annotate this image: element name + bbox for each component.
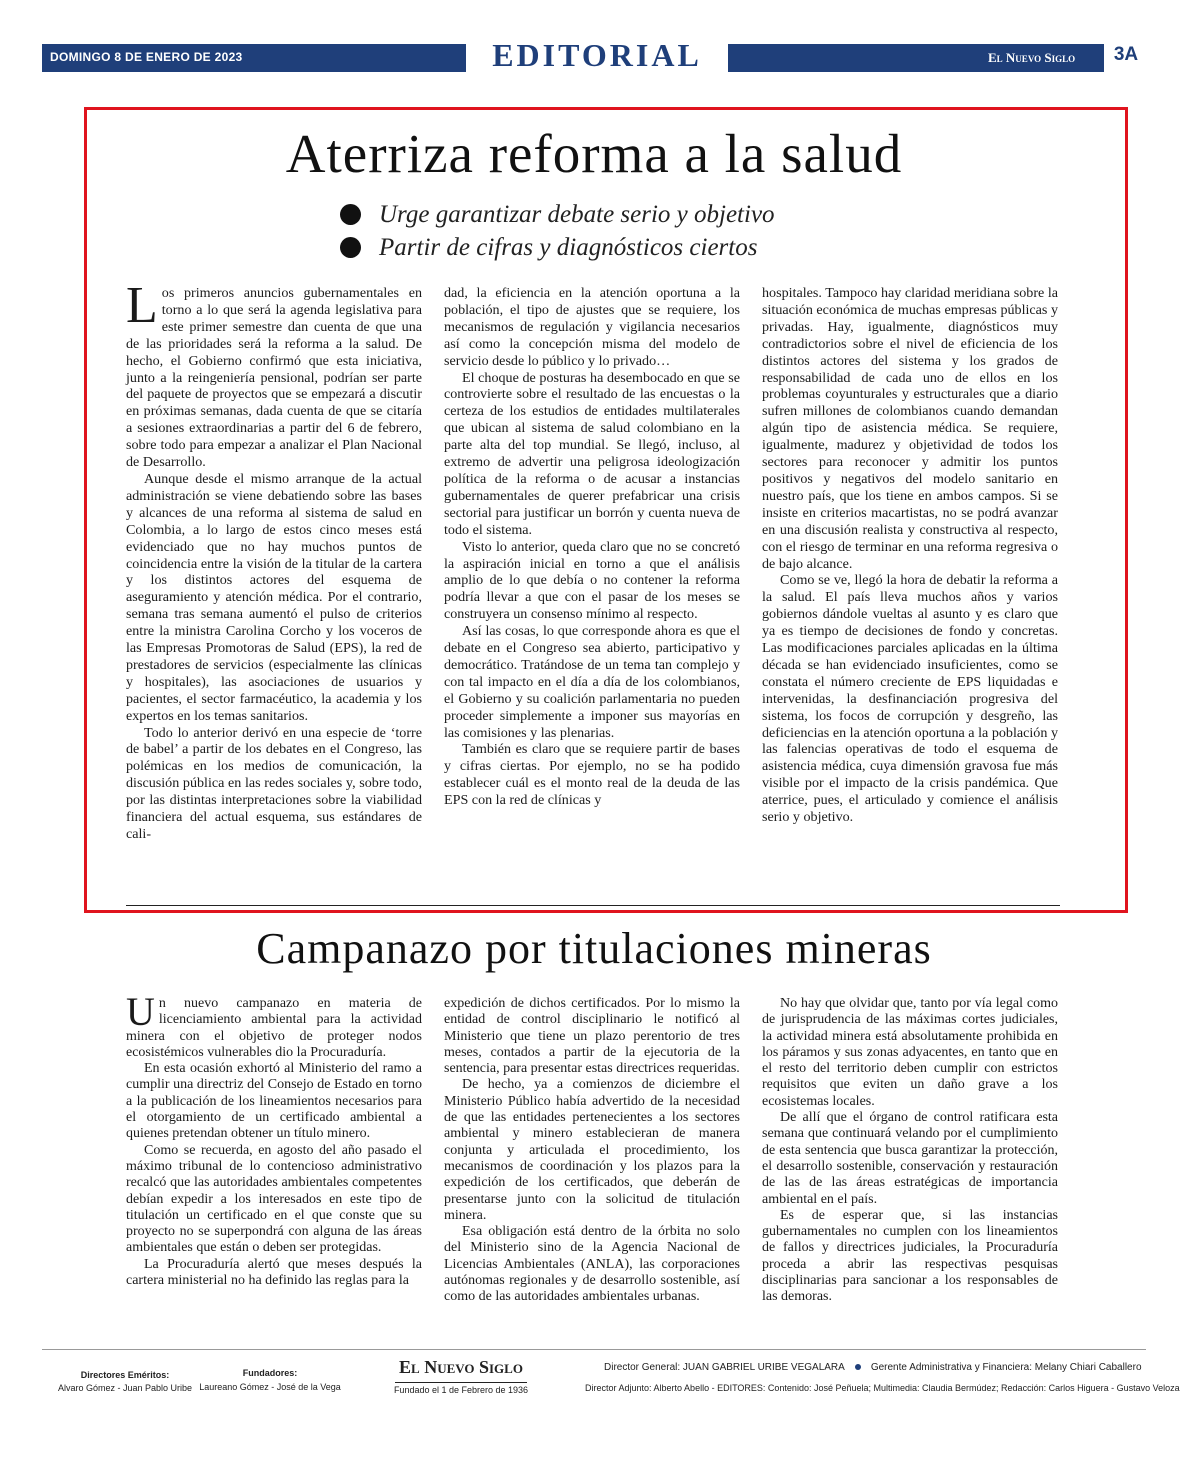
paragraph: No hay que olvidar que, tanto por vía legal como de jurisprudencia de las máximas cortes judiciales, la actividad minera está absolutamente prohibida en los páramos y sus zonas adyacentes, en tanto que en el resto del territorio deben cumplir con estrictos requisitos que eviten un daño grave a los ecosistemas locales.	[762, 996, 1058, 1109]
paragraph: Todo lo anterior derivó en una especie de ‘torre de babel’ a partir de los debates en el Congreso, las polémicas en los medios de comunicación, la discusión pública en las redes sociales y, sobre todo, por las distintas interpretaciones sobre la viabilidad financiera del actual esquema, sus estándares de cali-	[126, 724, 422, 842]
paragraph: Esa obligación está dentro de la órbita no solo del Ministerio sino de la Agencia Nacional de Licencias Ambientales (ANLA), las corporaciones autónomas regionales y de desarrollo sostenible, así como de las autoridades ambientales urbanas.	[444, 1224, 740, 1305]
editorial-1-body	[126, 277, 1058, 843]
founders-label: Fundadores:	[242, 1368, 298, 1378]
text-column	[126, 989, 422, 1306]
kicker: Urge garantizar debate serio y objetivo	[340, 198, 940, 231]
drop-cap: L	[126, 277, 158, 334]
paragraph: Visto lo anterior, queda claro que no se concretó la aspiración inicial en torno a que el análisis amplio de lo que debía o no contener la reforma podría llevar a que con el pasar de los meses se construyera un consenso mínimo al respecto.	[444, 538, 740, 623]
paragraph: Es de esperar que, si las instancias gubernamentales no cumplen con los lineamientos de fallos y directrices judiciales, la Procuraduría proceda a abrir las respectivas pesquisas disciplinarias para sancionar a los responsables de las demoras.	[762, 1207, 1058, 1305]
kicker: Partir de cifras y diagnósticos ciertos	[340, 231, 940, 264]
editors-line: Director Adjunto: Alberto Abello - EDITORES: Contenido: José Peñuela; Multimedia: Claudia Bermúdez; Redacción: Carlos Higuera - Gustavo Veloza	[585, 1383, 1180, 1393]
drop-cap: U	[126, 989, 155, 1034]
paragraph: Un nuevo campanazo en materia de licenciamiento ambiental para la actividad minera con el objetivo de proteger nodos ecosistémicos vulnerables dio la Procuraduría.	[126, 989, 422, 1060]
footer-logo: El Nuevo Siglo	[399, 1357, 523, 1377]
text-column	[762, 285, 1058, 843]
bullet-icon	[340, 237, 361, 258]
paragraph: De allí que el órgano de control ratificara esta semana que continuará velando por el cumplimiento de esta sentencia que busca garantizar la protección, el desarrollo sostenible, conservación y restauración de las de las áreas estratégicas de importancia ambiental en el país.	[762, 1110, 1058, 1207]
director-line: Director General: JUAN GABRIEL URIBE VEGALARA Gerente Administrativa y Financiera: Melany Chiari Caballero	[604, 1362, 1142, 1373]
paragraph: Como se recuerda, en agosto del año pasado el máximo tribunal de lo contencioso administrativo recalcó que las autoridades ambientales competentes debían expedir a los interesados en este tipo de titulación un certificado en el que conste que su proyecto no se superpondrá con alguna de las áreas ambientales que están o deben ser protegidas.	[126, 1142, 422, 1256]
paragraph: dad, la eficiencia en la atención oportuna a la población, el tipo de ajustes que se requiere, los mecanismos de regulación y vigilancia necesarios así como la concepción misma del modelo de servicio desde lo público y lo privado…	[444, 285, 740, 369]
founded-date: Fundado el 1 de Febrero de 1936	[393, 1385, 529, 1395]
page-header	[42, 36, 1146, 82]
section-title: EDITORIAL	[492, 37, 702, 73]
text-column	[762, 996, 1058, 1306]
paragraph: Los primeros anuncios gubernamentales en torno a lo que será la agenda legislativa para este primer semestre dan cuenta de que una de las prioridades será la reforma a la salud. De hecho, el Gobierno confirmó que esta iniciativa, junto a la reingeniería pensional, podrían ser parte del paquete de proyectos que se empezará a discutir en próximas semanas, dada cuenta de que se citaría a sesiones extraordinarias a partir del 6 de febrero, sobre todo para empezar a analizar el Plan Nacional de Desarrollo.	[126, 277, 422, 471]
emeritus-label: Directores Eméritos:	[80, 1370, 170, 1380]
founders-names: Laureano Gómez - José de la Vega	[199, 1382, 341, 1392]
paper-name: El Nuevo Siglo	[988, 50, 1076, 65]
page-number: 3A	[1113, 44, 1139, 65]
publication-date: DOMINGO 8 DE ENERO DE 2023	[50, 50, 243, 64]
paragraph: expedición de dichos certificados. Por lo mismo la entidad de control disciplinario le notificó al Ministerio que tiene un plazo perentorio de tres meses, contados a partir de la ejecutoria de la sentencia, para presentar estas directrices requeridas.	[444, 996, 740, 1077]
bullet-icon	[340, 204, 361, 225]
paragraph: Así las cosas, lo que corresponde ahora es que el debate en el Congreso sea abierto, participativo y democrático. Tratándose de un tema tan complejo y con tal impacto en el día a día de los colombianos, el Gobierno y su coalición parlamentaria no pueden proceder simplemente a imponer sus mayorías en las comisiones y las plenarias.	[444, 623, 740, 741]
text-column	[444, 996, 740, 1306]
editorial-2-title: Campanazo por titulaciones mineras	[256, 924, 932, 973]
paragraph: Aunque desde el mismo arranque de la actual administración se viene debatiendo sobre las bases y alcances de una reforma al sistema de salud en Colombia, a lo largo de estos cinco meses está evidenciado que no hay muchos puntos de coincidencia entre la visión de la titular de la cartera y los distintos actores del esquema de aseguramiento y atención médica. Por el contrario, semana tras semana aumentó el pulso de criterios entre la ministra Carolina Corcho y los voceros de las Empresas Promotoras de Salud (EPS), la red de prestadores de servicios (especialmente las clínicas y hospitales), las asociaciones de usuarios y pacientes, el sector farmacéutico, la academia y los expertos en los temas sanitarios.	[126, 470, 422, 724]
editorial-1-title: Aterriza reforma a la salud	[285, 123, 903, 184]
editorial-2-body	[126, 989, 1058, 1306]
paragraph: También es claro que se requiere partir de bases y cifras ciertas. Por ejemplo, no se ha podido establecer cuál es el monto real de la deuda de las EPS con la red de clínicas y	[444, 741, 740, 809]
paragraph: Como se ve, llegó la hora de debatir la reforma a la salud. El país lleva muchos años y varios gobiernos dándole vueltas al asunto y es claro que ya es tiempo de decisiones de fondo y concretas. Las modificaciones parciales aplicadas en la última década se han evidenciado insuficientes, como se constata el número creciente de EPS liquidadas e intervenidas, la desfinanciación progresiva del sistema, los focos de corrupción y desgreño, las deficiencias en la atención oportuna a la población y las falencias operativas de todo el esquema de asistencia médica, cuya dimensión gravosa fue más visible por el impacto de la crisis pandémica. Que aterrice, pues, el articulado y comience el análisis serio y objetivo.	[762, 572, 1058, 826]
editorial-1-kickers	[340, 198, 940, 264]
paragraph: La Procuraduría alertó que meses después la cartera ministerial no ha definido las reglas para la	[126, 1256, 422, 1289]
emeritus-names: Alvaro Gómez - Juan Pablo Uribe	[57, 1383, 193, 1393]
footer-divider	[42, 1349, 1146, 1350]
separator-dot-icon	[855, 1364, 861, 1370]
paragraph: En esta ocasión exhortó al Ministerio del ramo a cumplir una directriz del Consejo de Estado en torno a la publicación de los lineamientos necesarios para el otorgamiento de un certificado ambiental a quienes pretendan obtener un título minero.	[126, 1061, 422, 1142]
section-divider	[126, 905, 1060, 906]
paragraph: hospitales. Tampoco hay claridad meridiana sobre la situación económica de muchas empresas públicas y privadas. Hay, igualmente, diagnósticos muy contradictorios sobre el nivel de eficiencia de los distintos actores del sistema y los grados de responsabilidad de cada uno de ellos en los problemas coyunturales y estructurales que a diario sufren millones de colombianos cuando demandan algún tipo de asistencia médica. Se requiere, igualmente, madurez y objetividad de todos los sectores para reconocer y admitir los puntos positivos y negativos del modelo sanitario en nuestro país, que los tiene en ambos campos. Si se insiste en criterios macartistas, no se podrá avanzar en una discusión realista y constructiva al respecto, con el riesgo de terminar en una reforma regresiva o de bajo alcance.	[762, 285, 1058, 572]
text-column	[444, 285, 740, 843]
paragraph: El choque de posturas ha desembocado en que se controvierte sobre el resultado de las encuestas o la certeza de los estudios de entidades multilaterales que ubican al sistema de salud colombiano en la parte alta del top mundial. Se llegó, incluso, al extremo de advertir una peligrosa ideologización política de la reforma o de acusar a instancias gubernamentales de querer prefabricar una crisis sectorial para justificar un borrón y cuenta nueva de todo el sistema.	[444, 369, 740, 538]
text-column	[126, 277, 422, 843]
paragraph: De hecho, ya a comienzos de diciembre el Ministerio Público había advertido de la necesidad de que las entidades pertenecientes a los sectores ambiental y minero establecieran de manera conjunta y articulada el procedimiento, los mecanismos de coordinación y los plazos para la expedición de los certificados, que deberán de presentarse junto con la solicitud de titulación minera.	[444, 1077, 740, 1223]
